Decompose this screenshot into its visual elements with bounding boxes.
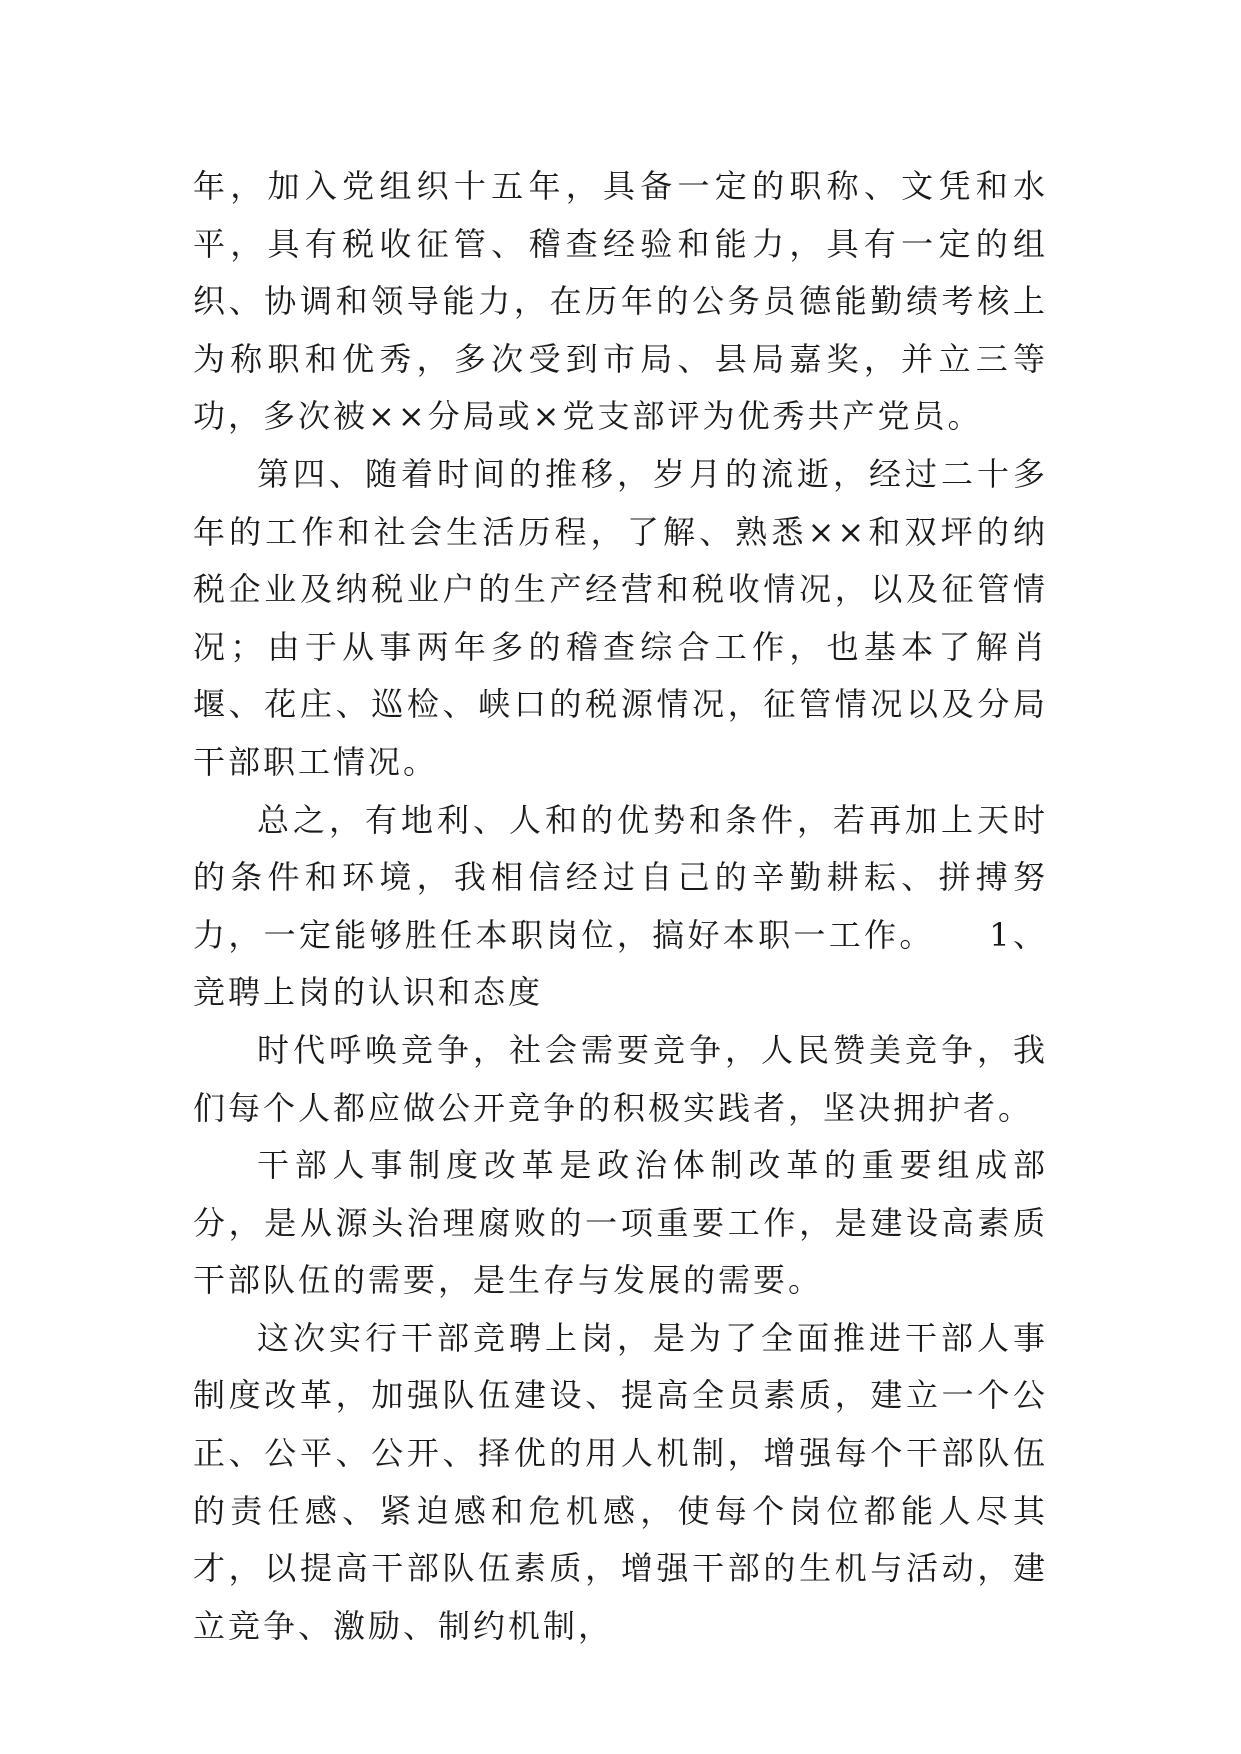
paragraph-competitive-appointment: 这次实行干部竞聘上岗，是为了全面推进干部人事制度改革，加强队伍建设、提高全员素质，建立一个公正、公平、公开、择优的用人机制，增强每个干部队伍的责任感、紧迫感和危机感，使每个岗位都能人尽其才，以提高干部队伍素质，增强干部的生机与活动，建立竞争、激励、制约机制， [193,1318,1048,1645]
paragraph-qualifications: 年，加入党组织十五年，具备一定的职称、文凭和水平，具有税收征管、稽查经验和能力，具有一定的组织、协调和领导能力，在历年的公务员德能勤绩考核上为称职和优秀，多次受到市局、县局嘉奖，并立三等功，多次被××分局或×党支部评为优秀共产党员。 [193,167,1048,436]
paragraph-personnel-reform: 干部人事制度改革是政治体制改革的重要组成部分，是从源头治理腐败的一项重要工作，是建设高素质干部队伍的需要，是生存与发展的需要。 [193,1146,1048,1300]
paragraph-fourth-point: 第四、随着时间的推移，岁月的流逝，经过二十多年的工作和社会生活历程，了解、熟悉××和双坪的纳税企业及纳税业户的生产经营和税收情况，以及征管情况；由于从事两年多的稽查综合工作，也基本了解肖堰、花庄、巡检、峡口的税源情况，征管情况以及分局干部职工情况。 [193,454,1048,781]
paragraph-era-calls-competition: 时代呼唤竞争，社会需要竞争，人民赞美竞争，我们每个人都应做公开竞争的积极实践者，坚决拥护者。 [193,1030,1048,1127]
document-page [193,158,1048,1655]
paragraph-summary: 总之，有地利、人和的优势和条件，若再加上天时的条件和环境，我相信经过自己的辛勤耕耘、拼搏努力，一定能够胜任本职岗位，搞好本职一工作。 1、竞聘上岗的认识和态度 [193,800,1048,1012]
